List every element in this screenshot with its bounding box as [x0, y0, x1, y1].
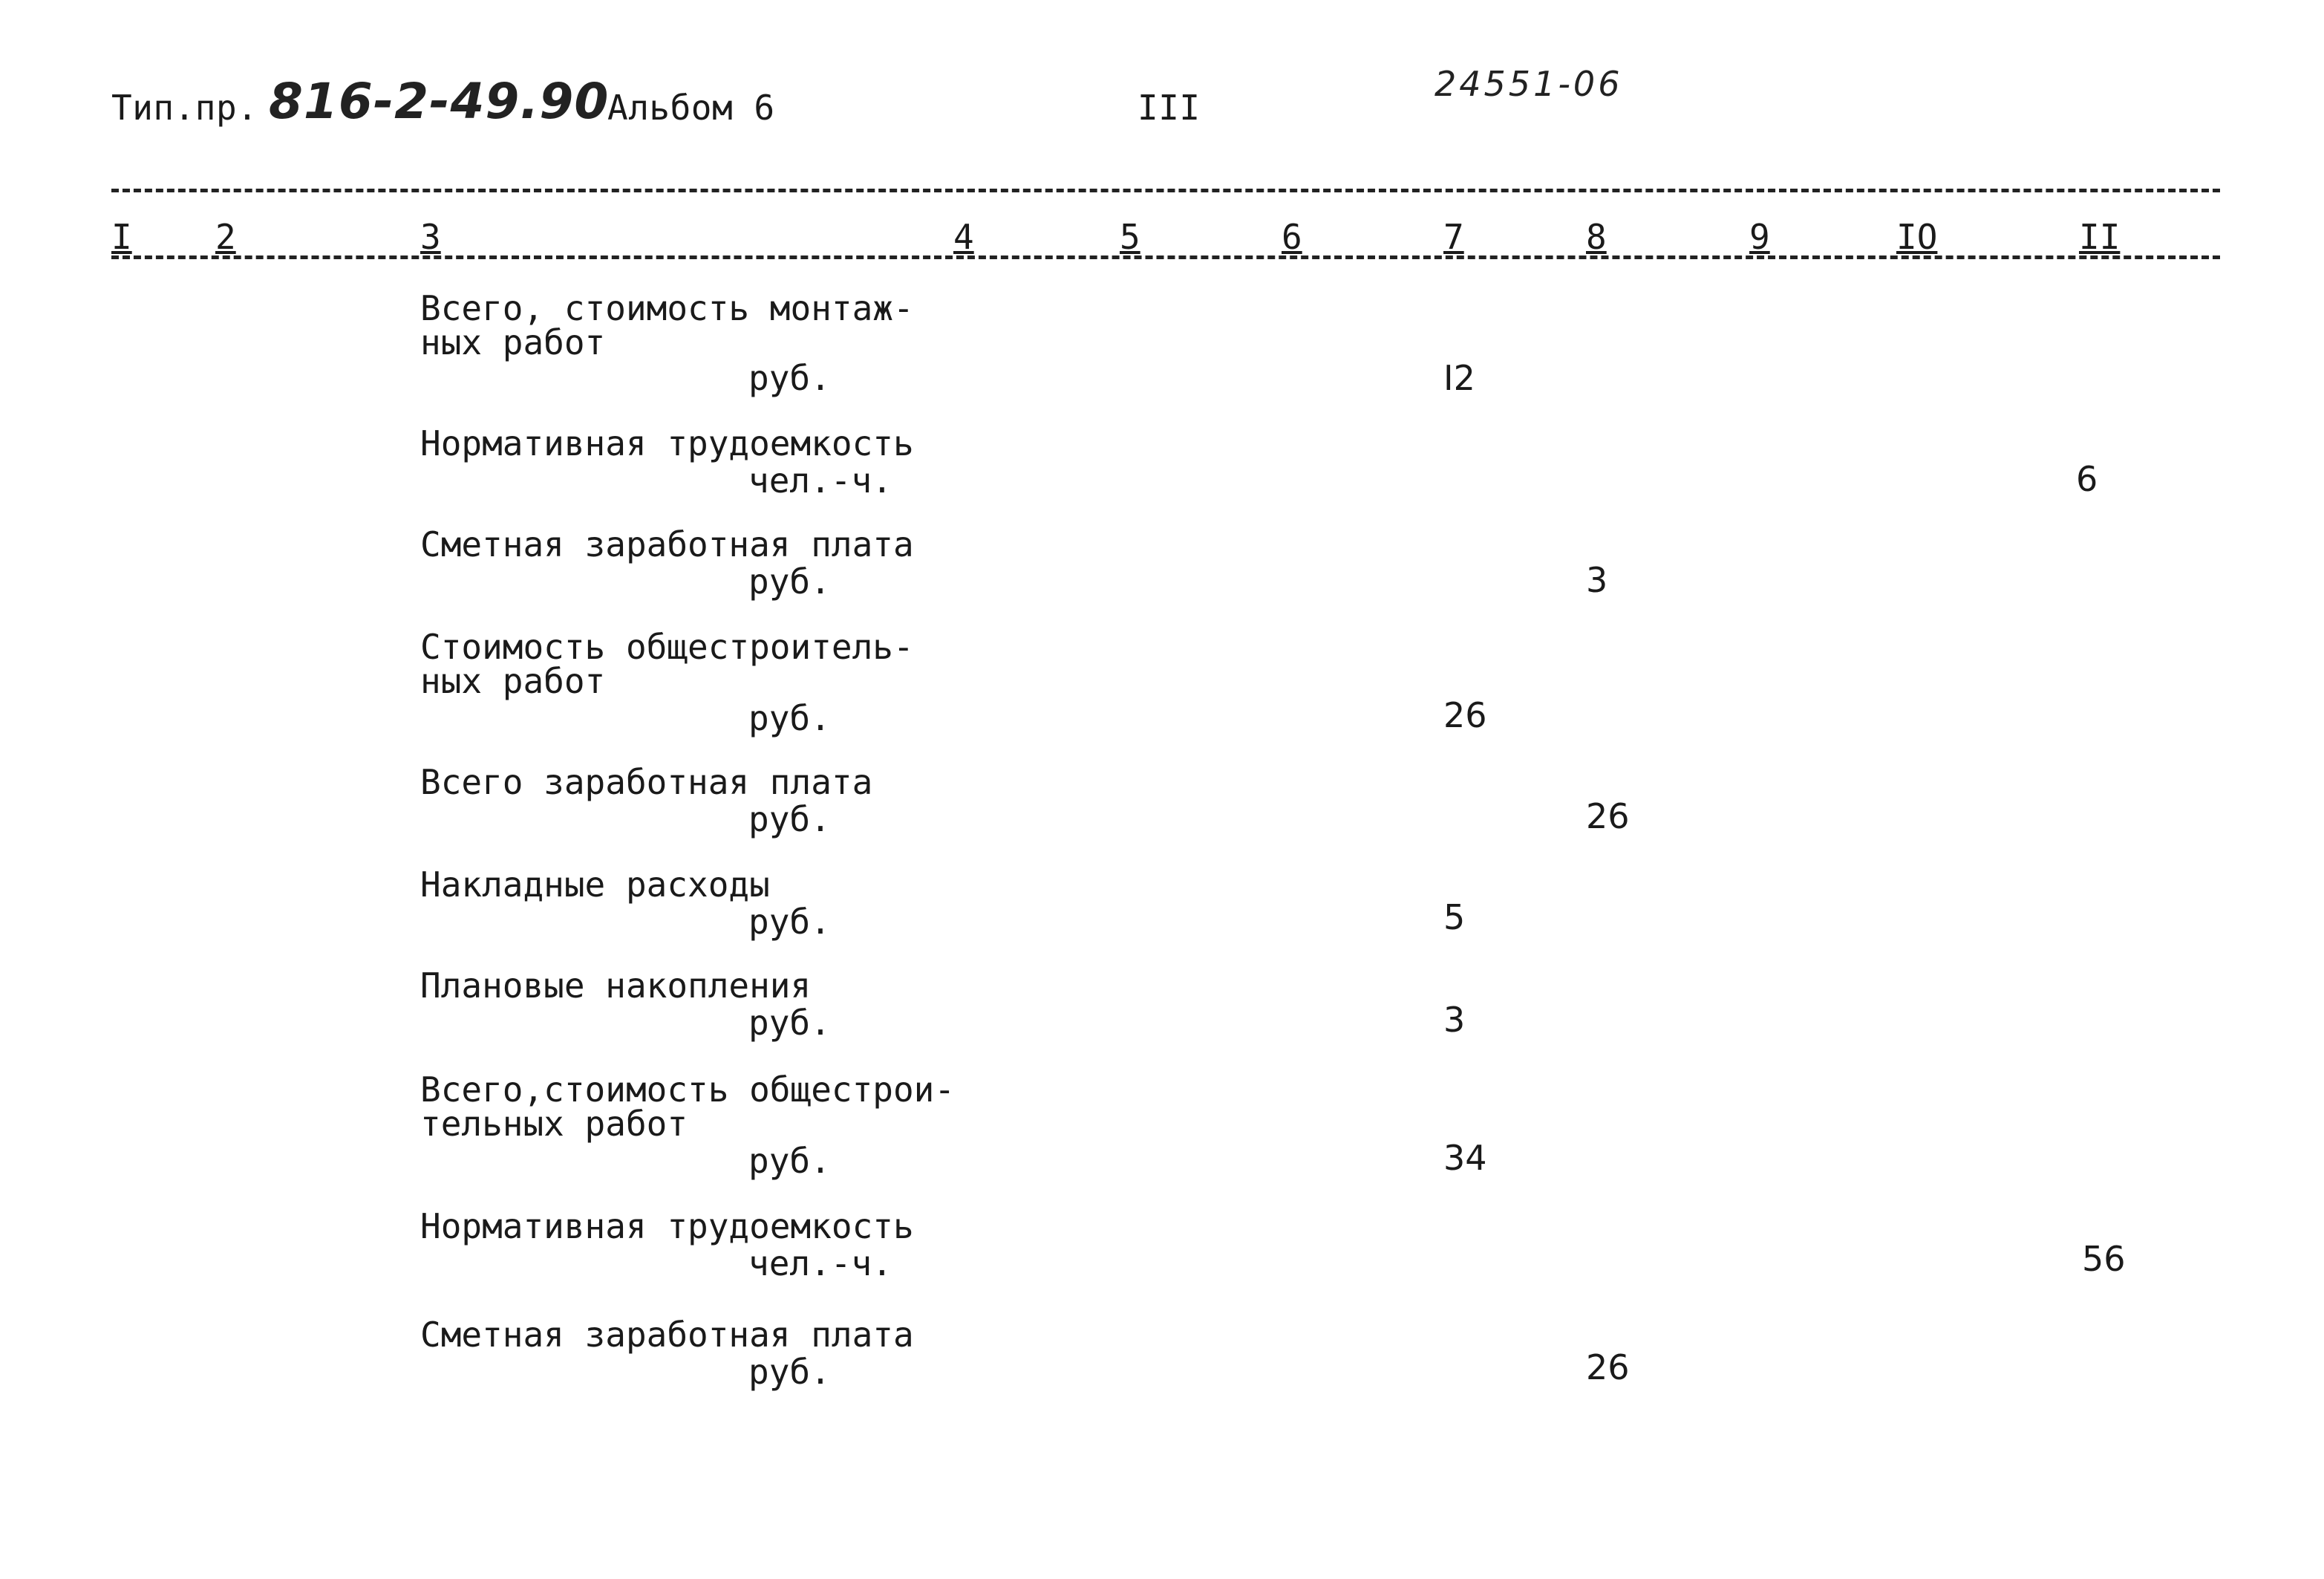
document-number: 816-2-49.90: [269, 73, 610, 130]
page-number: III: [1137, 88, 1201, 128]
album-label: Альбом 6: [607, 88, 775, 128]
item-unit: руб.: [748, 1141, 831, 1181]
item-value: 26: [1586, 796, 1630, 836]
item-value: 26: [1443, 695, 1487, 735]
column-number: I: [111, 217, 132, 257]
item-value: 3: [1443, 1000, 1466, 1040]
item-unit: руб.: [748, 799, 831, 839]
item-value: 3: [1586, 560, 1608, 600]
type-label: Тип.пр.: [111, 88, 258, 128]
column-number: II: [2079, 217, 2121, 257]
item-label: Сметная заработная плата: [420, 1315, 914, 1355]
item-label: Плановые накопления: [420, 966, 812, 1006]
item-unit: чел.-ч.: [748, 460, 892, 501]
item-value: 56: [2082, 1239, 2126, 1279]
item-label: Всего, стоимость монтаж-: [420, 288, 914, 328]
item-unit: руб.: [748, 698, 831, 738]
header-divider: [111, 189, 2220, 192]
column-number: 9: [1749, 217, 1770, 257]
item-label: Нормативная трудоемкость: [420, 423, 914, 463]
item-unit: чел.-ч.: [748, 1243, 892, 1283]
item-unit: руб.: [748, 1003, 831, 1043]
item-label-continuation: ных работ: [420, 661, 606, 701]
column-number: IO: [1896, 217, 1938, 257]
item-unit: руб.: [748, 902, 831, 942]
item-label: Сметная заработная плата: [420, 524, 914, 564]
item-value: 34: [1443, 1138, 1487, 1178]
column-number: 6: [1282, 217, 1302, 257]
item-label: Стоимость общестроитель-: [420, 627, 914, 667]
item-unit: руб.: [748, 1352, 831, 1392]
item-value: 26: [1586, 1347, 1630, 1387]
archive-number: 24551-06: [1434, 64, 1623, 104]
item-label: Всего,стоимость общестрои-: [420, 1070, 956, 1110]
item-label: Нормативная трудоемкость: [420, 1206, 914, 1246]
item-value: 5: [1443, 897, 1466, 937]
column-number: 3: [420, 217, 441, 257]
column-number: 8: [1586, 217, 1607, 257]
item-unit: руб.: [748, 561, 831, 602]
item-label: Накладные расходы: [420, 865, 770, 905]
item-label: Всего заработная плата: [420, 762, 873, 802]
column-number: 7: [1443, 217, 1464, 257]
column-number: 4: [953, 217, 974, 257]
column-number: 2: [215, 217, 236, 257]
item-label-continuation: ных работ: [420, 322, 606, 362]
item-unit: руб.: [748, 358, 831, 398]
item-value: I2: [1443, 358, 1475, 398]
column-number: 5: [1120, 217, 1140, 257]
item-label-continuation: тельных работ: [420, 1104, 688, 1144]
item-value: 6: [2076, 459, 2098, 499]
